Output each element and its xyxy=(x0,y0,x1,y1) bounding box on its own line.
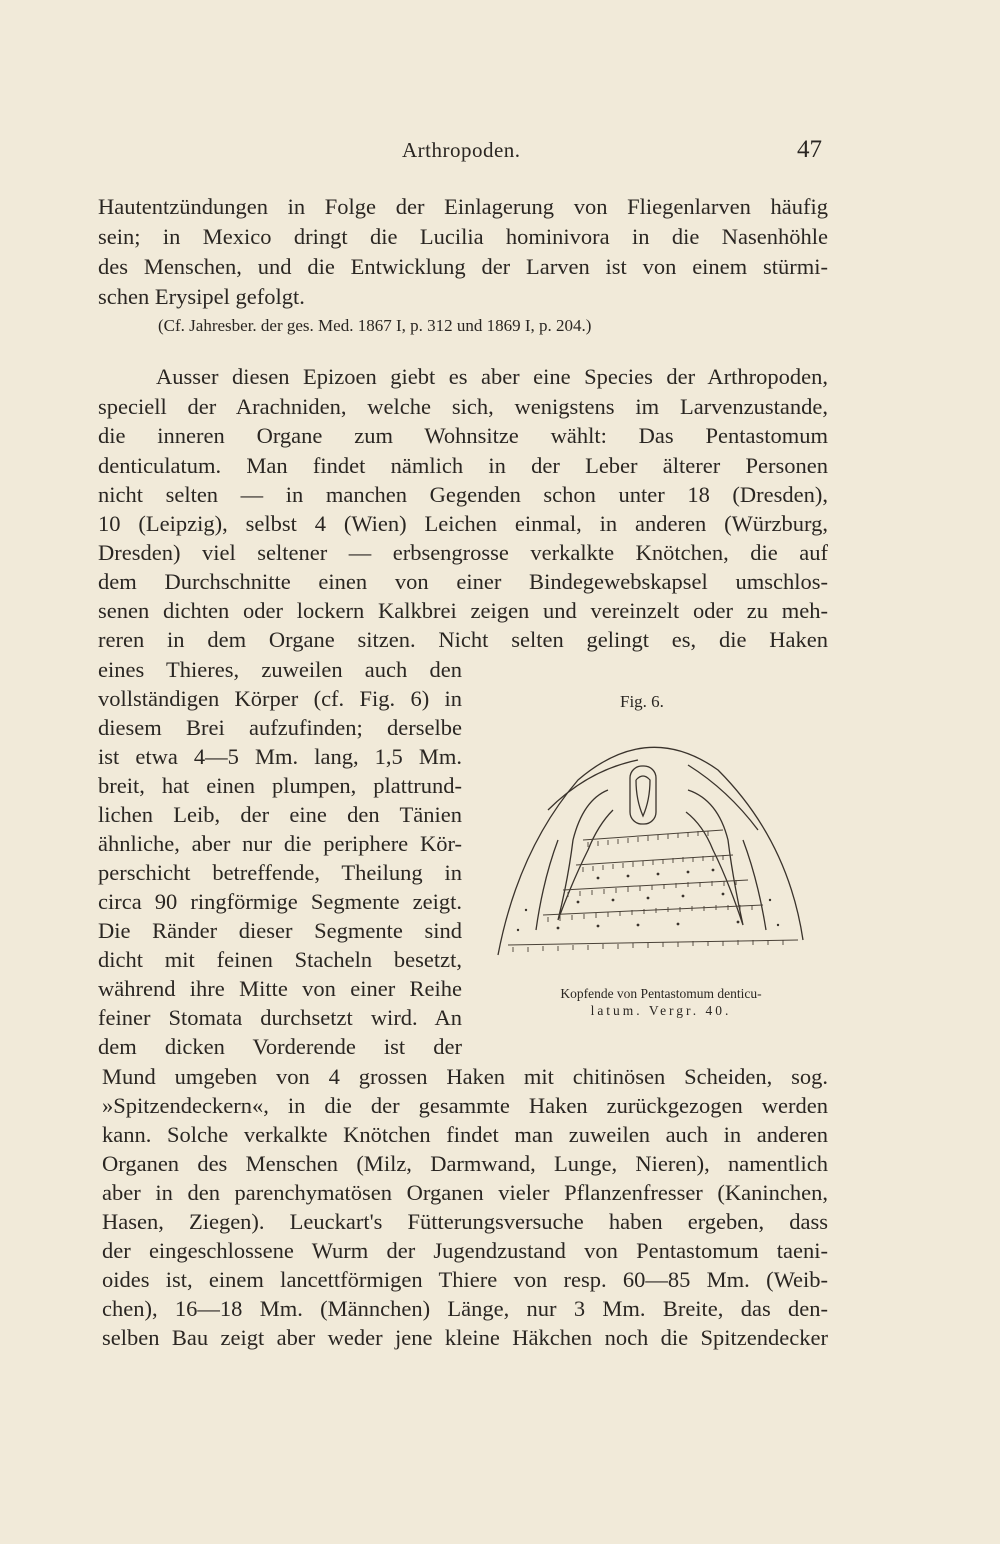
text-line: Die Ränder dieser Segmente sind xyxy=(98,918,462,943)
text-line: »Spitzendeckern«, in die der gesammte Haken zurückgezogen werden xyxy=(102,1093,828,1118)
text-line: dem dicken Vorderende ist der xyxy=(98,1034,462,1059)
text-line: dem Durchschnitte einen von einer Bindegewebskapsel umschlos- xyxy=(98,569,828,594)
figure-label: Fig. 6. xyxy=(620,692,664,711)
text-line: Dresden) viel seltener — erbsengrosse verkalkte Knötchen, die auf xyxy=(98,540,828,565)
text-line: Ausser diesen Epizoen giebt es aber eine Species der Arthropoden, xyxy=(156,364,828,389)
text-line: nicht selten — in manchen Gegenden schon unter 18 (Dresden), xyxy=(98,482,828,507)
text-line: der eingeschlossene Wurm der Jugendzustand von Pentastomum taeni- xyxy=(102,1238,828,1263)
text-line: dicht mit feinen Stacheln besetzt, xyxy=(98,947,462,972)
text-line: Organen des Menschen (Milz, Darmwand, Lunge, Nieren), namentlich xyxy=(102,1151,828,1176)
text-line: speciell der Arachniden, welche sich, wenigstens im Larvenzustande, xyxy=(98,394,828,419)
text-line: lichen Leib, der eine den Tänien xyxy=(98,802,462,827)
text-line: 10 (Leipzig), selbst 4 (Wien) Leichen einmal, in anderen (Würzburg, xyxy=(98,511,828,536)
pentastomum-head-illustration xyxy=(488,730,810,972)
figure-caption-line: latum. Vergr. 40. xyxy=(590,1003,732,1018)
text-line: sein; in Mexico dringt die Lucilia hominivora in die Nasenhöhle xyxy=(98,224,828,249)
text-line: circa 90 ringförmige Segmente zeigt. xyxy=(98,889,462,914)
text-line: reren in dem Organe sitzen. Nicht selten gelingt es, die Haken xyxy=(98,627,828,652)
text-line: Hautentzündungen in Folge der Einlagerung von Fliegenlarven häufig xyxy=(98,194,828,219)
text-line: oides ist, einem lancettförmigen Thiere von resp. 60—85 Mm. (Weib- xyxy=(102,1267,828,1292)
text-line: eines Thieres, zuweilen auch den xyxy=(98,657,462,682)
text-line: diesem Brei aufzufinden; derselbe xyxy=(98,715,462,740)
page-number: 47 xyxy=(797,136,822,163)
text-line: vollständigen Körper (cf. Fig. 6) in xyxy=(98,686,462,711)
figure-caption-line: Kopfende von Pentastomum denticu- xyxy=(560,986,762,1001)
figure-caption xyxy=(486,985,836,1019)
text-line: selben Bau zeigt aber weder jene kleine Häkchen noch die Spitzendecker xyxy=(102,1325,828,1350)
text-line: ähnliche, aber nur die periphere Kör- xyxy=(98,831,462,856)
text-line: senen dichten oder lockern Kalkbrei zeigen und vereinzelt oder zu meh- xyxy=(98,598,828,623)
text-line: während ihre Mitte von einer Reihe xyxy=(98,976,462,1001)
text-line: schen Erysipel gefolgt. xyxy=(98,284,305,309)
text-line: aber in den parenchymatösen Organen vieler Pflanzenfresser (Kaninchen, xyxy=(102,1180,828,1205)
text-line: Mund umgeben von 4 grossen Haken mit chitinösen Scheiden, sog. xyxy=(102,1064,828,1089)
running-title: Arthropoden. xyxy=(402,138,521,162)
text-line: des Menschen, und die Entwicklung der Larven ist von einem stürmi- xyxy=(98,254,828,279)
text-line: Hasen, Ziegen). Leuckart's Fütterungsversuche haben ergeben, dass xyxy=(102,1209,828,1234)
text-line: feiner Stomata durchsetzt wird. An xyxy=(98,1005,462,1030)
text-line: denticulatum. Man findet nämlich in der Leber älterer Personen xyxy=(98,453,828,478)
text-line: die inneren Organe zum Wohnsitze wählt: Das Pentastomum xyxy=(98,423,828,448)
citation: (Cf. Jahresber. der ges. Med. 1867 I, p. 312 und 1869 I, p. 204.) xyxy=(158,316,592,335)
text-line: perschicht betreffende, Theilung in xyxy=(98,860,462,885)
text-line: kann. Solche verkalkte Knötchen findet man zuweilen auch in anderen xyxy=(102,1122,828,1147)
text-line: breit, hat einen plumpen, plattrund- xyxy=(98,773,462,798)
text-line: chen), 16—18 Mm. (Männchen) Länge, nur 3 Mm. Breite, das den- xyxy=(102,1296,828,1321)
text-line: ist etwa 4—5 Mm. lang, 1,5 Mm. xyxy=(98,744,462,769)
